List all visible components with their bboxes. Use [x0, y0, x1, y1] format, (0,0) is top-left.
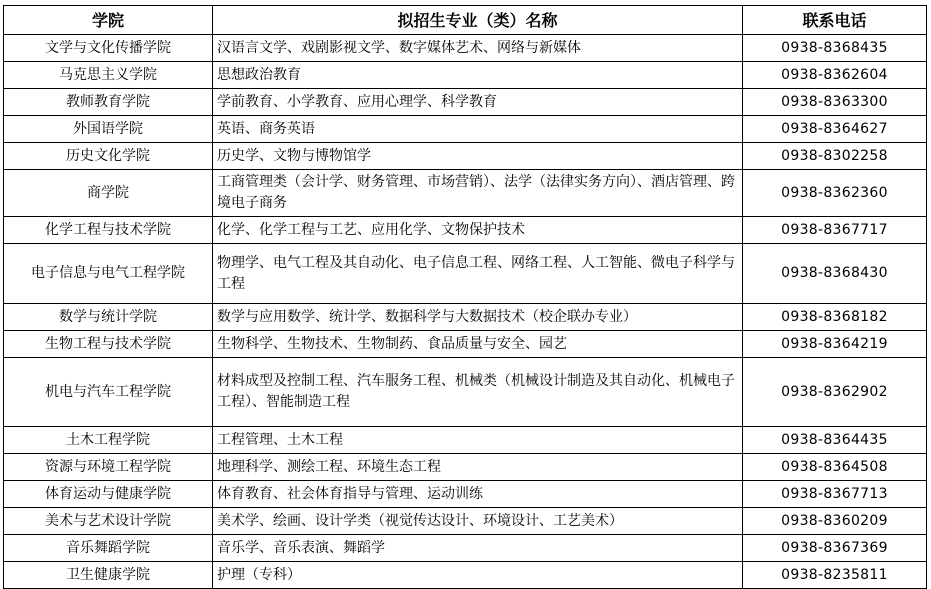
phone-cell: 0938-8360209	[743, 508, 927, 535]
phone-cell: 0938-8302258	[743, 143, 927, 170]
college-cell: 商学院	[4, 170, 213, 217]
majors-cell: 物理学、电气工程及其自动化、电子信息工程、网络工程、人工智能、微电子科学与工程	[213, 244, 743, 304]
table-row	[4, 535, 927, 562]
majors-cell: 历史学、文物与博物馆学	[213, 143, 743, 170]
phone-cell: 0938-8364435	[743, 427, 927, 454]
header-row	[4, 6, 927, 35]
college-cell: 生物工程与技术学院	[4, 331, 213, 358]
college-cell: 卫生健康学院	[4, 562, 213, 589]
table-row	[4, 143, 927, 170]
college-cell: 机电与汽车工程学院	[4, 358, 213, 427]
college-cell: 历史文化学院	[4, 143, 213, 170]
college-cell: 教师教育学院	[4, 89, 213, 116]
majors-cell: 英语、商务英语	[213, 116, 743, 143]
header-majors: 拟招生专业（类）名称	[213, 6, 743, 35]
enrollment-majors-table	[3, 5, 927, 589]
college-cell: 文学与文化传播学院	[4, 35, 213, 62]
table-row	[4, 62, 927, 89]
phone-cell: 0938-8367717	[743, 217, 927, 244]
college-cell: 美术与艺术设计学院	[4, 508, 213, 535]
header-college: 学院	[4, 6, 213, 35]
majors-cell: 体育教育、社会体育指导与管理、运动训练	[213, 481, 743, 508]
phone-cell: 0938-8364508	[743, 454, 927, 481]
table-row	[4, 116, 927, 143]
table-row	[4, 427, 927, 454]
phone-cell: 0938-8368430	[743, 244, 927, 304]
table-row	[4, 454, 927, 481]
college-cell: 土木工程学院	[4, 427, 213, 454]
phone-cell: 0938-8362902	[743, 358, 927, 427]
phone-cell: 0938-8367713	[743, 481, 927, 508]
table-row	[4, 562, 927, 589]
majors-cell: 生物科学、生物技术、生物制药、食品质量与安全、园艺	[213, 331, 743, 358]
majors-cell: 汉语言文学、戏剧影视文学、数字媒体艺术、网络与新媒体	[213, 35, 743, 62]
phone-cell: 0938-8368435	[743, 35, 927, 62]
college-cell: 体育运动与健康学院	[4, 481, 213, 508]
table-row	[4, 481, 927, 508]
table-row	[4, 508, 927, 535]
table-row	[4, 304, 927, 331]
phone-cell: 0938-8367369	[743, 535, 927, 562]
header-phone: 联系电话	[743, 6, 927, 35]
majors-cell: 音乐学、音乐表演、舞蹈学	[213, 535, 743, 562]
majors-cell: 美术学、绘画、设计学类（视觉传达设计、环境设计、工艺美术）	[213, 508, 743, 535]
majors-cell: 思想政治教育	[213, 62, 743, 89]
college-cell: 电子信息与电气工程学院	[4, 244, 213, 304]
majors-cell: 工商管理类（会计学、财务管理、市场营销）、法学（法律实务方向）、酒店管理、跨境电子商务	[213, 170, 743, 217]
majors-cell: 地理科学、测绘工程、环境生态工程	[213, 454, 743, 481]
college-cell: 外国语学院	[4, 116, 213, 143]
college-cell: 化学工程与技术学院	[4, 217, 213, 244]
phone-cell: 0938-8364219	[743, 331, 927, 358]
phone-cell: 0938-8362360	[743, 170, 927, 217]
majors-cell: 数学与应用数学、统计学、数据科学与大数据技术（校企联办专业）	[213, 304, 743, 331]
majors-cell: 材料成型及控制工程、汽车服务工程、机械类（机械设计制造及其自动化、机械电子工程）、智能制造工程	[213, 358, 743, 427]
table-row	[4, 244, 927, 304]
majors-cell: 化学、化学工程与工艺、应用化学、文物保护技术	[213, 217, 743, 244]
phone-cell: 0938-8363300	[743, 89, 927, 116]
phone-cell: 0938-8368182	[743, 304, 927, 331]
college-cell: 数学与统计学院	[4, 304, 213, 331]
phone-cell: 0938-8362604	[743, 62, 927, 89]
majors-cell: 学前教育、小学教育、应用心理学、科学教育	[213, 89, 743, 116]
table-row	[4, 331, 927, 358]
table-row	[4, 35, 927, 62]
majors-cell: 护理（专科）	[213, 562, 743, 589]
table-row	[4, 217, 927, 244]
phone-cell: 0938-8235811	[743, 562, 927, 589]
majors-cell: 工程管理、土木工程	[213, 427, 743, 454]
table-row	[4, 358, 927, 427]
college-cell: 马克思主义学院	[4, 62, 213, 89]
table-row	[4, 170, 927, 217]
college-cell: 音乐舞蹈学院	[4, 535, 213, 562]
phone-cell: 0938-8364627	[743, 116, 927, 143]
college-cell: 资源与环境工程学院	[4, 454, 213, 481]
table-row	[4, 89, 927, 116]
